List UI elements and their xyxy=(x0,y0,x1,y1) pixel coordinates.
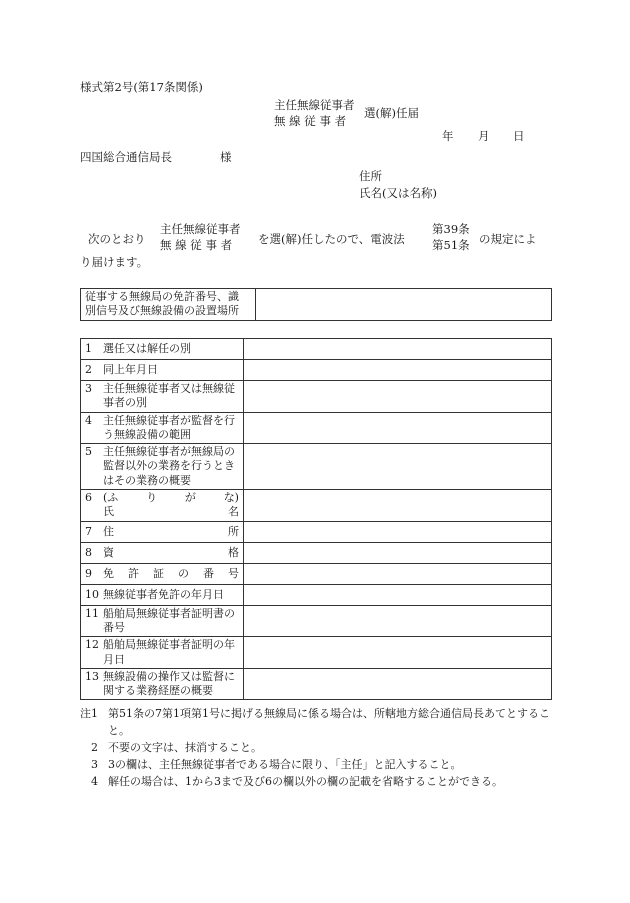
label-char: な) xyxy=(223,491,239,505)
note-text: 不要の文字は、抹消すること。 xyxy=(108,741,262,755)
label-char: 証 xyxy=(153,566,164,580)
table-row xyxy=(81,668,552,700)
statement-middle: を選(解)任したので、電波法 xyxy=(258,232,405,246)
item-number: 4 xyxy=(85,413,92,427)
label-char: 所 xyxy=(228,524,239,538)
note-3 xyxy=(80,756,556,773)
item-value-cell[interactable] xyxy=(244,381,552,413)
note-number: 4 xyxy=(91,775,98,789)
table-row xyxy=(81,563,552,584)
item-value-cell[interactable] xyxy=(244,521,552,542)
station-label-line-1: 従事する無線局の免許番号、識 xyxy=(85,290,239,303)
item-label: 選任又は解任の別 xyxy=(103,341,191,355)
item-label-cell xyxy=(81,668,244,700)
statement-article-51: 第51条 xyxy=(432,237,470,252)
table-row xyxy=(81,412,552,444)
statement-article-39: 第39条 xyxy=(432,222,470,236)
table-row xyxy=(81,521,552,542)
license-number-label xyxy=(103,567,239,581)
notes-head: 注1 xyxy=(80,707,98,720)
label-char: の xyxy=(178,566,189,580)
item-label: 無線従事者免許の年月日 xyxy=(103,587,224,601)
table-row xyxy=(81,360,552,381)
label-char: 番 xyxy=(203,566,214,580)
item-value-cell[interactable] xyxy=(244,605,552,637)
item-label-cell xyxy=(81,381,244,413)
furigana-name-label xyxy=(103,491,239,520)
item-number: 10 xyxy=(85,587,99,601)
applicant-name-label: 氏名(又は名称) xyxy=(359,186,437,200)
qualification-label xyxy=(103,546,239,560)
station-label-line-2: 別信号及び無線設備の設置場所 xyxy=(85,304,239,318)
item-label-cell xyxy=(81,360,244,381)
station-value-cell[interactable] xyxy=(256,289,552,321)
notes xyxy=(80,705,556,790)
statement-option-chief: 主任無線従事者 xyxy=(160,222,241,236)
statement-option-operator: 無 線 従 事 者 xyxy=(160,237,233,252)
recipient-honorific: 様 xyxy=(220,150,232,164)
statement-continuation: り届けます。 xyxy=(80,255,149,269)
furigana-label xyxy=(103,491,239,505)
item-value-cell[interactable] xyxy=(244,637,552,669)
item-number: 9 xyxy=(85,566,92,580)
label-char: が xyxy=(184,491,196,505)
item-label: 主任無線従事者又は無線従事者の別 xyxy=(103,382,235,410)
item-label-cell xyxy=(81,584,244,605)
table-row xyxy=(81,444,552,490)
item-number: 6 xyxy=(85,491,92,505)
item-number: 3 xyxy=(85,382,92,395)
item-label-cell xyxy=(81,521,244,542)
item-number: 13 xyxy=(85,669,99,683)
label-char: 名 xyxy=(228,505,239,519)
note-text: 解任の場合は、1から3まで及び6の欄以外の欄の記載を省略することができる。 xyxy=(108,775,503,789)
item-value-cell[interactable] xyxy=(244,563,552,584)
table-row xyxy=(81,637,552,669)
note-number: 3 xyxy=(91,758,98,772)
item-label-cell xyxy=(81,542,244,563)
name-label xyxy=(103,505,239,519)
item-label: 主任無線従事者が無線局の監督以外の業務を行うときはその業務の概要 xyxy=(103,445,235,487)
item-label-cell xyxy=(81,637,244,669)
item-label-cell xyxy=(81,563,244,584)
date-day: 日 xyxy=(513,129,525,143)
item-value-cell[interactable] xyxy=(244,444,552,490)
title-suffix: 選(解)任届 xyxy=(364,106,419,120)
title-option-operator: 無 線 従 事 者 xyxy=(274,113,347,128)
table-row xyxy=(81,584,552,605)
item-label-cell xyxy=(81,412,244,444)
note-text: 第51条の7第1項第1号に掲げる無線局に係る場合は、所轄地方総合通信局長あてとすること。 xyxy=(108,707,550,738)
item-number: 5 xyxy=(85,445,92,459)
address-field-label xyxy=(103,525,239,539)
item-label: 船舶局無線従事者証明の年月日 xyxy=(103,638,235,666)
date-year: 年 xyxy=(442,129,454,143)
label-char: (ふ xyxy=(103,491,119,505)
address-label: 住所 xyxy=(359,169,382,183)
note-text: 3の欄は、主任無線従事者である場合に限り、「主任」と記入すること。 xyxy=(108,758,462,772)
item-label-cell xyxy=(81,339,244,360)
item-value-cell[interactable] xyxy=(244,668,552,700)
label-char: 号 xyxy=(228,566,239,580)
statement-prefix: 次のとおり xyxy=(88,232,146,246)
statement-options xyxy=(160,222,241,253)
label-char: 資 xyxy=(103,545,114,559)
label-char: 許 xyxy=(128,566,139,580)
note-number: 2 xyxy=(91,741,98,755)
table-row xyxy=(81,605,552,637)
station-label-cell xyxy=(81,289,256,321)
station-table xyxy=(80,288,552,321)
note-1 xyxy=(80,705,556,739)
item-number: 2 xyxy=(85,362,92,376)
item-label-cell xyxy=(81,444,244,490)
item-number: 8 xyxy=(85,545,92,559)
item-label: 無線設備の操作又は監督に関する業務経歴の概要 xyxy=(103,669,235,698)
statement-suffix: の規定によ xyxy=(479,232,537,246)
item-value-cell[interactable] xyxy=(244,542,552,563)
item-number: 11 xyxy=(85,606,99,620)
item-value-cell[interactable] xyxy=(244,360,552,381)
item-label-cell xyxy=(81,605,244,637)
item-number: 7 xyxy=(85,524,92,538)
item-label-cell xyxy=(81,490,244,522)
table-row xyxy=(81,339,552,360)
note-2 xyxy=(80,739,556,756)
label-char: り xyxy=(146,491,158,505)
label-char: 免 xyxy=(103,566,114,580)
item-value-cell[interactable] xyxy=(244,584,552,605)
statement-articles xyxy=(432,222,470,253)
date-month: 月 xyxy=(478,129,490,143)
item-label: 主任無線従事者が監督を行う無線設備の範囲 xyxy=(103,413,235,441)
item-value-cell[interactable] xyxy=(244,490,552,522)
label-char: 格 xyxy=(228,545,239,559)
note-4 xyxy=(80,773,556,790)
item-number: 1 xyxy=(85,341,92,355)
recipient-name: 四国総合通信局長 xyxy=(80,150,172,164)
table-row xyxy=(81,381,552,413)
label-char: 氏 xyxy=(103,505,114,519)
label-char: 住 xyxy=(103,524,114,538)
table-row xyxy=(81,542,552,563)
item-label: 同上年月日 xyxy=(103,362,158,376)
title-option-chief: 主任無線従事者 xyxy=(274,98,355,112)
table-row xyxy=(81,490,552,522)
item-value-cell[interactable] xyxy=(244,412,552,444)
form-number: 様式第2号(第17条関係) xyxy=(80,80,203,94)
item-value-cell[interactable] xyxy=(244,339,552,360)
item-number: 12 xyxy=(85,638,99,652)
title-options xyxy=(274,98,355,129)
items-table xyxy=(80,338,552,700)
item-label: 船舶局無線従事者証明書の番号 xyxy=(103,606,235,634)
